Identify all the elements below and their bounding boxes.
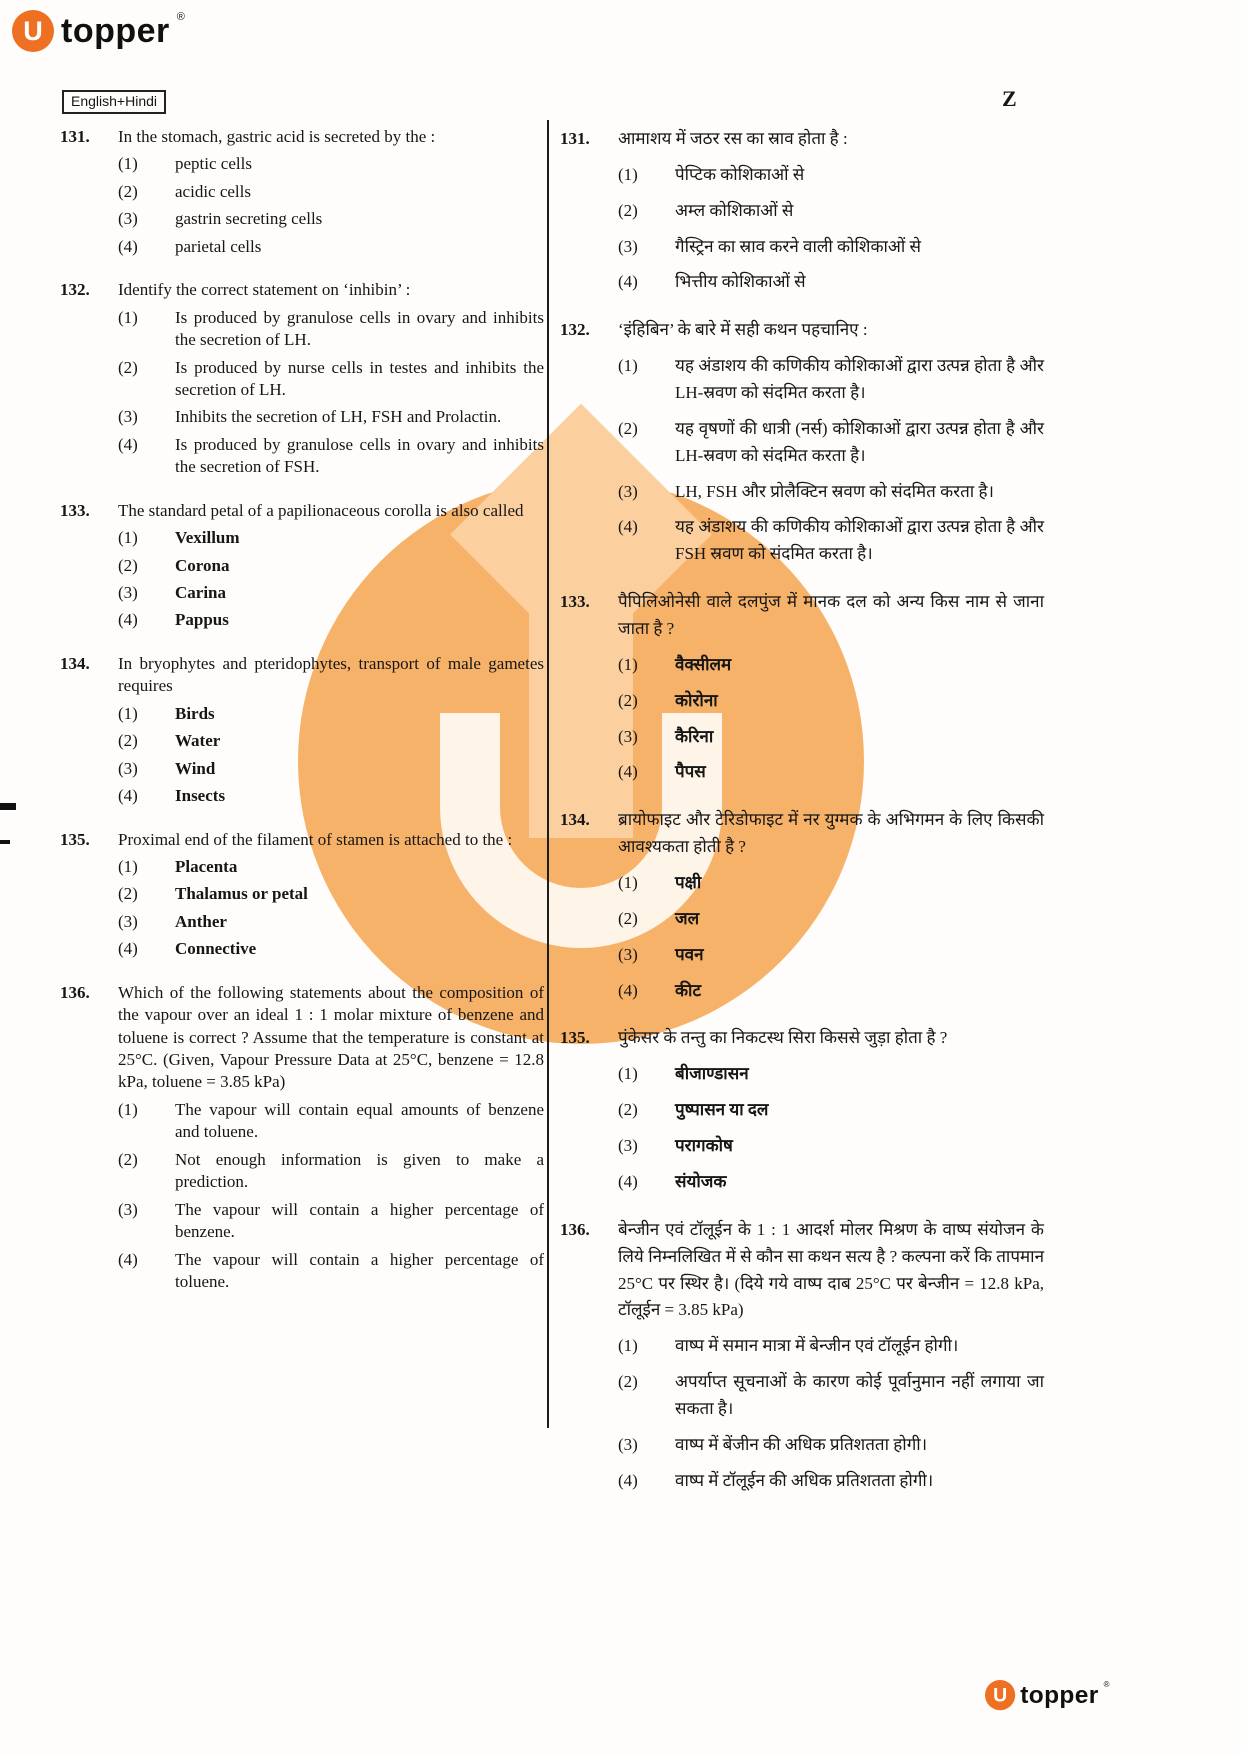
question-body (118, 829, 544, 961)
option-label: (4) (618, 1470, 638, 1490)
question-option (118, 938, 544, 960)
topper-logo-name: topper (1020, 1681, 1099, 1709)
question-body (118, 653, 544, 808)
question-item (560, 807, 1044, 1004)
question-number: 134. (60, 653, 90, 673)
option-label: (3) (618, 944, 638, 964)
question-option (618, 162, 1044, 189)
option-label: (3) (118, 758, 138, 778)
question-item (560, 1217, 1044, 1495)
question-option (618, 353, 1044, 407)
option-text: Not enough information is given to make a prediction. (175, 1149, 544, 1192)
question-option (618, 1468, 1044, 1495)
option-text: Pappus (175, 610, 229, 630)
option-label: (1) (118, 307, 138, 327)
question-body (618, 126, 1044, 296)
question-options (118, 1099, 544, 1294)
option-text: The vapour will contain a higher percentage of toluene. (175, 1249, 544, 1291)
series-code: Z (1002, 86, 1017, 111)
option-text: Vexillum (175, 528, 240, 548)
option-label: (4) (618, 762, 638, 782)
question-option (618, 1169, 1044, 1196)
question-number: 132. (60, 280, 90, 300)
option-label: (4) (118, 939, 138, 959)
print-registration-mark (0, 840, 10, 844)
option-text: वाष्प में टॉलूईन की अधिक प्रतिशतता होगी। (675, 1470, 934, 1490)
option-label: (3) (118, 583, 138, 602)
question-text: पुंकेसर के तन्तु का निकटस्थ सिरा किससे जुड़ा होता है ? (618, 1028, 948, 1048)
question-number: 135. (60, 829, 90, 849)
question-text: बेन्जीन एवं टॉलूईन के 1 : 1 आदर्श मोलर मिश्रण के वाष्प संयोजन के लिये निम्नलिखित में से कौन सा कथन सत्य है ? कल्पना करें कि तापमान 25°C पर स्थिर है। (दिये गये वाष्प दाब 25°C पर बेन्जीन = 12.8 kPa, टॉलूईन = 3.85 kPa) (618, 1219, 1044, 1320)
question-text: Identify the correct statement on ‘inhibin’ : (118, 280, 411, 300)
option-text: परागकोष (675, 1136, 733, 1156)
question-text: ‘इंहिबिन’ के बारे में सही कथन पहचानिए : (618, 320, 868, 340)
option-label: (1) (118, 154, 138, 174)
question-option (118, 856, 544, 878)
question-options (118, 856, 544, 961)
question-body (118, 500, 544, 632)
question-options (118, 703, 544, 808)
option-text: कीट (675, 980, 702, 1000)
option-label: (2) (618, 200, 638, 220)
topper-u-icon: U (12, 10, 54, 52)
question-option (118, 153, 544, 175)
question-options (118, 153, 544, 258)
question-text: Which of the following statements about the composition of the vapour over an ideal 1 : 1 molar mixture of benzene and toluene is correct ? Assume that the temperature is constant at 25°C. (Given, Vapour Pressure Data at 25°C, benzene = 12.8 kPa, toluene = 3.85 kPa) (118, 982, 544, 1092)
option-text: Thalamus or petal (175, 884, 308, 904)
question-option (118, 609, 544, 631)
question-option (118, 527, 544, 549)
question-number: 131. (560, 129, 590, 148)
question-option (118, 181, 544, 203)
option-text: कोरोना (675, 690, 718, 710)
option-label: (1) (618, 164, 638, 184)
option-text: Water (175, 731, 221, 751)
question-body (618, 1217, 1044, 1495)
question-number: 135. (560, 1028, 590, 1048)
registered-trademark-icon: ® (1103, 1680, 1110, 1690)
option-label: (1) (618, 873, 638, 893)
question-option (618, 198, 1044, 225)
question-option (618, 1097, 1044, 1124)
topper-logo-name: topper (61, 12, 170, 50)
option-label: (3) (618, 236, 638, 256)
question-option (118, 785, 544, 807)
option-label: (4) (118, 434, 138, 454)
question-options (618, 870, 1044, 1004)
option-label: (2) (618, 418, 638, 438)
question-number: 134. (560, 810, 590, 830)
option-text: जल (675, 908, 700, 928)
option-label: (1) (618, 1064, 638, 1084)
option-label: (4) (618, 272, 638, 292)
question-option (118, 911, 544, 933)
question-body (118, 126, 544, 258)
question-option (618, 1333, 1044, 1360)
question-option (618, 688, 1044, 715)
option-text: Inhibits the secretion of LH, FSH and Prolactin. (175, 407, 502, 427)
option-text: peptic cells (175, 154, 252, 174)
question-option (618, 906, 1044, 933)
question-option (618, 870, 1044, 897)
option-label: (2) (118, 1149, 138, 1169)
option-label: (2) (118, 357, 138, 377)
question-item (60, 982, 544, 1294)
option-label: (2) (618, 1372, 638, 1392)
topper-logo-footer (985, 1680, 1109, 1710)
option-label: (4) (618, 1171, 638, 1191)
option-text: Is produced by granulose cells in ovary and inhibits the secretion of LH. (175, 307, 544, 350)
option-text: पैपस (675, 762, 706, 782)
question-options (118, 527, 544, 632)
question-item (560, 589, 1044, 786)
question-option (618, 479, 1044, 506)
english-question-column (60, 126, 544, 1314)
question-option (618, 1133, 1044, 1160)
question-text: In the stomach, gastric acid is secreted by the : (118, 127, 436, 146)
option-text: वाष्प में बेंजीन की अधिक प्रतिशतता होगी। (675, 1434, 928, 1454)
question-option (618, 978, 1044, 1005)
option-label: (1) (118, 1099, 138, 1119)
option-text: पक्षी (675, 873, 702, 893)
column-divider (547, 120, 549, 1428)
option-text: पेप्टिक कोशिकाओं से (675, 164, 805, 184)
option-label: (1) (618, 356, 638, 376)
question-item (560, 317, 1044, 568)
option-text: acidic cells (175, 181, 251, 201)
question-text: The standard petal of a papilionaceous corolla is also called (118, 500, 524, 520)
option-text: कैरिना (675, 726, 714, 746)
option-text: Wind (175, 758, 216, 778)
option-text: The vapour will contain equal amounts of benzene and toluene. (175, 1099, 544, 1142)
option-label: (4) (618, 980, 638, 1000)
option-text: Corona (175, 555, 230, 575)
option-label: (1) (618, 1336, 638, 1356)
option-text: यह वृषणों की धात्री (नर्स) कोशिकाओं द्वारा उत्पन्न होता है और LH-स्रवण को संदमित करता है। (675, 418, 1044, 465)
option-label: (1) (618, 654, 638, 674)
option-label: (2) (118, 555, 138, 575)
option-text: Is produced by nurse cells in testes and inhibits the secretion of LH. (175, 357, 544, 399)
option-text: अपर्याप्त सूचनाओं के कारण कोई पूर्वानुमान नहीं लगाया जा सकता है। (675, 1372, 1044, 1418)
option-label: (3) (118, 911, 138, 931)
option-label: (2) (618, 690, 638, 710)
option-text: भित्तीय कोशिकाओं से (675, 272, 806, 292)
option-label: (2) (618, 908, 638, 928)
question-option (118, 1099, 544, 1144)
option-label: (3) (618, 1434, 638, 1454)
question-body (618, 1025, 1044, 1195)
question-option (618, 416, 1044, 470)
option-text: Placenta (175, 856, 238, 876)
option-label: (2) (618, 1100, 638, 1120)
topper-logo (12, 10, 185, 52)
option-text: Insects (175, 786, 226, 806)
option-text: पुष्पासन या दल (675, 1100, 769, 1120)
question-item (60, 279, 544, 479)
question-option (618, 724, 1044, 751)
option-label: (3) (118, 209, 138, 229)
question-item (560, 126, 1044, 296)
option-text: वाष्प में समान मात्रा में बेन्जीन एवं टॉलूईन होगी। (675, 1336, 959, 1356)
question-text: पैपिलिओनेसी वाले दलपुंज में मानक दल को अन्य किस नाम से जाना जाता है ? (618, 592, 1044, 639)
question-item (60, 829, 544, 961)
question-option (118, 883, 544, 905)
question-option (618, 652, 1044, 679)
question-option (118, 582, 544, 604)
question-option (618, 759, 1044, 786)
print-registration-mark (0, 803, 16, 810)
question-option (118, 758, 544, 780)
option-text: वैक्सीलम (675, 654, 732, 674)
option-text: यह अंडाशय की कणिकीय कोशिकाओं द्वारा उत्पन्न होता है और FSH स्रवण को संदमित करता है। (675, 517, 1044, 564)
question-number: 136. (560, 1219, 590, 1239)
question-text: Proximal end of the filament of stamen is attached to the : (118, 829, 513, 849)
topper-u-icon: U (985, 1680, 1015, 1710)
option-label: (2) (118, 884, 138, 904)
question-text: आमाशय में जठर रस का स्राव होता है : (618, 129, 848, 148)
option-text: यह अंडाशय की कणिकीय कोशिकाओं द्वारा उत्पन्न होता है और LH-स्रवण को संदमित करता है। (675, 356, 1044, 403)
question-body (118, 279, 544, 479)
question-option (618, 234, 1044, 261)
option-label: (2) (118, 181, 138, 201)
question-option (618, 1061, 1044, 1088)
option-label: (3) (118, 407, 138, 427)
hindi-question-column (560, 126, 1044, 1516)
option-text: संयोजक (675, 1171, 727, 1191)
question-options (618, 353, 1044, 568)
option-label: (4) (118, 610, 138, 630)
question-body (118, 982, 544, 1294)
option-text: पवन (675, 944, 704, 964)
question-item (60, 500, 544, 632)
question-number: 131. (60, 127, 90, 146)
option-text: बीजाण्डासन (675, 1064, 749, 1084)
question-option (118, 208, 544, 230)
question-item (60, 653, 544, 808)
question-option (118, 357, 544, 402)
question-body (618, 589, 1044, 786)
option-text: The vapour will contain a higher percentage of benzene. (175, 1199, 544, 1242)
question-number: 133. (560, 592, 590, 612)
option-label: (1) (118, 856, 138, 876)
question-item (60, 126, 544, 258)
question-option (118, 406, 544, 428)
option-label: (3) (618, 481, 638, 501)
option-text: Carina (175, 583, 226, 602)
option-text: Connective (175, 939, 257, 959)
question-option (618, 269, 1044, 296)
option-label: (4) (118, 236, 138, 256)
option-label: (4) (618, 517, 638, 537)
option-label: (1) (118, 528, 138, 548)
question-options (618, 162, 1044, 296)
option-text: gastrin secreting cells (175, 209, 323, 229)
language-tag: English+Hindi (62, 90, 166, 114)
question-options (618, 1333, 1044, 1494)
question-option (618, 1432, 1044, 1459)
option-text: Anther (175, 911, 227, 931)
question-option (618, 1369, 1044, 1423)
question-text: ब्रायोफाइट और टेरिडोफाइट में नर युग्मक के अभिगमन के लिए किसकी आवश्यकता होती है ? (618, 810, 1044, 857)
question-option (118, 307, 544, 352)
option-label: (3) (118, 1199, 138, 1219)
option-label: (1) (118, 703, 138, 723)
question-option (118, 434, 544, 479)
question-option (118, 1149, 544, 1194)
option-text: गैस्ट्रिन का स्राव करने वाली कोशिकाओं से (675, 236, 922, 256)
question-option (118, 703, 544, 725)
question-item (560, 1025, 1044, 1195)
registered-trademark-icon: ® (176, 11, 185, 23)
question-option (118, 1199, 544, 1244)
option-label: (3) (618, 1136, 638, 1156)
option-text: LH, FSH और प्रोलैक्टिन स्रवण को संदमित करता है। (675, 481, 994, 501)
option-text: parietal cells (175, 236, 262, 256)
option-text: Is produced by granulose cells in ovary and inhibits the secretion of FSH. (175, 434, 544, 477)
question-text: In bryophytes and pteridophytes, transport of male gametes requires (118, 653, 544, 696)
question-option (118, 730, 544, 752)
question-number: 136. (60, 982, 90, 1002)
question-number: 133. (60, 500, 90, 520)
option-label: (4) (118, 786, 138, 806)
question-option (118, 236, 544, 258)
question-option (618, 514, 1044, 568)
option-text: अम्ल कोशिकाओं से (675, 200, 794, 220)
option-label: (3) (618, 726, 638, 746)
question-options (618, 1061, 1044, 1195)
question-option (118, 555, 544, 577)
question-option (118, 1249, 544, 1294)
question-option (618, 942, 1044, 969)
question-body (618, 807, 1044, 1004)
option-label: (2) (118, 731, 138, 751)
question-options (618, 652, 1044, 786)
option-text: Birds (175, 703, 215, 723)
option-label: (4) (118, 1249, 138, 1269)
question-body (618, 317, 1044, 568)
question-number: 132. (560, 320, 590, 340)
question-options (118, 307, 544, 479)
